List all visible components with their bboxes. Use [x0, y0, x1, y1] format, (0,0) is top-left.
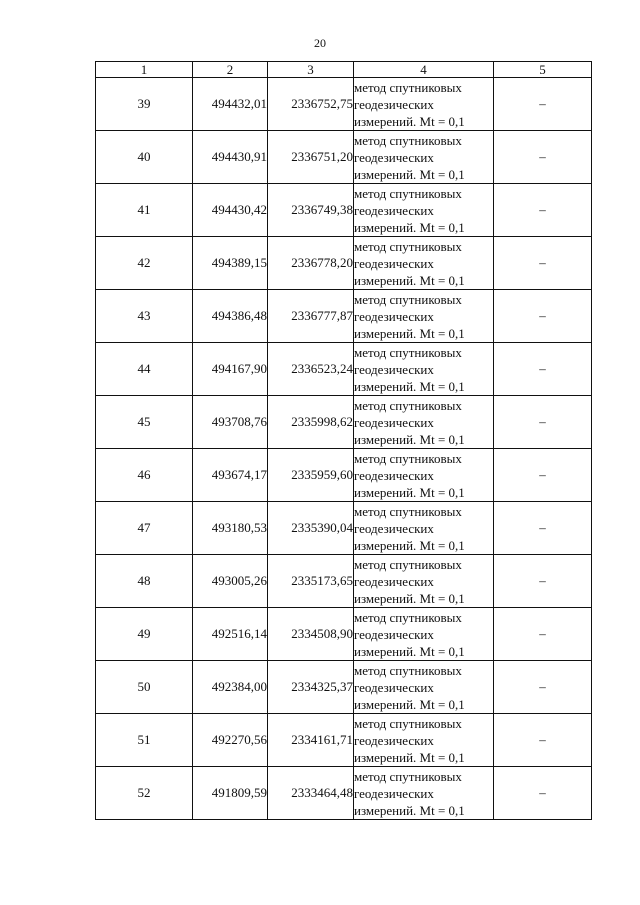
note-cell: –	[494, 290, 592, 343]
x-coordinate-cell: 492516,14	[193, 608, 268, 661]
table-row	[96, 396, 592, 449]
method-line: метод спутниковых	[354, 556, 462, 572]
method-line: измерений. Mt = 0,1	[354, 431, 465, 447]
method-line: метод спутниковых	[354, 185, 462, 201]
table-row	[96, 449, 592, 502]
method-line: метод спутниковых	[354, 238, 462, 254]
method-line: геодезических	[354, 361, 434, 377]
method-line: метод спутниковых	[354, 291, 462, 307]
table-row	[96, 502, 592, 555]
method-line: измерений. Mt = 0,1	[354, 166, 465, 182]
method-cell	[354, 767, 494, 820]
point-number-cell: 51	[96, 714, 193, 767]
table-row	[96, 131, 592, 184]
header-col-4: 4	[354, 62, 494, 78]
method-cell	[354, 396, 494, 449]
point-number-cell: 50	[96, 661, 193, 714]
x-coordinate-cell: 493180,53	[193, 502, 268, 555]
method-line: метод спутниковых	[354, 609, 462, 625]
x-coordinate-cell: 492384,00	[193, 661, 268, 714]
y-coordinate-cell: 2334161,71	[268, 714, 354, 767]
y-coordinate-cell: 2335390,04	[268, 502, 354, 555]
note-cell: –	[494, 714, 592, 767]
method-line: метод спутниковых	[354, 450, 462, 466]
y-coordinate-cell: 2335959,60	[268, 449, 354, 502]
method-cell	[354, 714, 494, 767]
point-number-cell: 41	[96, 184, 193, 237]
point-number-cell: 44	[96, 343, 193, 396]
table-row	[96, 290, 592, 343]
y-coordinate-cell: 2334325,37	[268, 661, 354, 714]
note-cell: –	[494, 396, 592, 449]
method-line: измерений. Mt = 0,1	[354, 802, 465, 818]
table-row	[96, 78, 592, 131]
y-coordinate-cell: 2335998,62	[268, 396, 354, 449]
table-row	[96, 661, 592, 714]
method-line: геодезических	[354, 732, 434, 748]
method-line: метод спутниковых	[354, 79, 462, 95]
header-col-1: 1	[96, 62, 193, 78]
method-cell	[354, 78, 494, 131]
method-line: метод спутниковых	[354, 132, 462, 148]
point-number-cell: 49	[96, 608, 193, 661]
note-cell: –	[494, 131, 592, 184]
x-coordinate-cell: 492270,56	[193, 714, 268, 767]
method-line: геодезических	[354, 679, 434, 695]
method-cell	[354, 131, 494, 184]
method-cell	[354, 449, 494, 502]
point-number-cell: 39	[96, 78, 193, 131]
table-row	[96, 767, 592, 820]
method-cell	[354, 555, 494, 608]
note-cell: –	[494, 661, 592, 714]
table-body	[96, 78, 592, 820]
point-number-cell: 52	[96, 767, 193, 820]
y-coordinate-cell: 2335173,65	[268, 555, 354, 608]
x-coordinate-cell: 493708,76	[193, 396, 268, 449]
note-cell: –	[494, 343, 592, 396]
method-line: метод спутниковых	[354, 662, 462, 678]
x-coordinate-cell: 491809,59	[193, 767, 268, 820]
note-cell: –	[494, 555, 592, 608]
coordinates-table	[95, 61, 592, 820]
point-number-cell: 42	[96, 237, 193, 290]
y-coordinate-cell: 2336778,20	[268, 237, 354, 290]
note-cell: –	[494, 502, 592, 555]
method-line: геодезических	[354, 520, 434, 536]
y-coordinate-cell: 2336749,38	[268, 184, 354, 237]
note-cell: –	[494, 184, 592, 237]
method-line: геодезических	[354, 785, 434, 801]
method-line: метод спутниковых	[354, 768, 462, 784]
method-line: измерений. Mt = 0,1	[354, 643, 465, 659]
method-line: измерений. Mt = 0,1	[354, 325, 465, 341]
method-line: измерений. Mt = 0,1	[354, 696, 465, 712]
method-line: геодезических	[354, 255, 434, 271]
y-coordinate-cell: 2336752,75	[268, 78, 354, 131]
method-cell	[354, 184, 494, 237]
note-cell: –	[494, 608, 592, 661]
point-number-cell: 47	[96, 502, 193, 555]
header-col-2: 2	[193, 62, 268, 78]
method-cell	[354, 502, 494, 555]
table-row	[96, 608, 592, 661]
method-line: геодезических	[354, 414, 434, 430]
method-line: геодезических	[354, 573, 434, 589]
x-coordinate-cell: 493005,26	[193, 555, 268, 608]
point-number-cell: 40	[96, 131, 193, 184]
x-coordinate-cell: 494389,15	[193, 237, 268, 290]
method-line: геодезических	[354, 96, 434, 112]
table-row	[96, 343, 592, 396]
method-line: измерений. Mt = 0,1	[354, 219, 465, 235]
y-coordinate-cell: 2336751,20	[268, 131, 354, 184]
method-line: метод спутниковых	[354, 397, 462, 413]
method-cell	[354, 343, 494, 396]
table-row	[96, 184, 592, 237]
method-line: геодезических	[354, 149, 434, 165]
note-cell: –	[494, 767, 592, 820]
note-cell: –	[494, 78, 592, 131]
x-coordinate-cell: 494167,90	[193, 343, 268, 396]
method-line: измерений. Mt = 0,1	[354, 113, 465, 129]
point-number-cell: 45	[96, 396, 193, 449]
method-line: геодезических	[354, 308, 434, 324]
method-cell	[354, 661, 494, 714]
y-coordinate-cell: 2333464,48	[268, 767, 354, 820]
y-coordinate-cell: 2336523,24	[268, 343, 354, 396]
method-line: метод спутниковых	[354, 715, 462, 731]
method-line: геодезических	[354, 626, 434, 642]
table-header-row	[96, 62, 592, 78]
method-line: геодезических	[354, 467, 434, 483]
method-line: метод спутниковых	[354, 344, 462, 360]
point-number-cell: 46	[96, 449, 193, 502]
point-number-cell: 48	[96, 555, 193, 608]
header-col-3: 3	[268, 62, 354, 78]
method-line: измерений. Mt = 0,1	[354, 484, 465, 500]
x-coordinate-cell: 494430,91	[193, 131, 268, 184]
point-number-cell: 43	[96, 290, 193, 343]
note-cell: –	[494, 449, 592, 502]
x-coordinate-cell: 493674,17	[193, 449, 268, 502]
note-cell: –	[494, 237, 592, 290]
x-coordinate-cell: 494430,42	[193, 184, 268, 237]
table-row	[96, 555, 592, 608]
y-coordinate-cell: 2336777,87	[268, 290, 354, 343]
method-line: измерений. Mt = 0,1	[354, 378, 465, 394]
method-cell	[354, 290, 494, 343]
method-line: метод спутниковых	[354, 503, 462, 519]
method-line: измерений. Mt = 0,1	[354, 590, 465, 606]
method-cell	[354, 608, 494, 661]
method-line: геодезических	[354, 202, 434, 218]
method-line: измерений. Mt = 0,1	[354, 749, 465, 765]
x-coordinate-cell: 494386,48	[193, 290, 268, 343]
y-coordinate-cell: 2334508,90	[268, 608, 354, 661]
method-line: измерений. Mt = 0,1	[354, 537, 465, 553]
header-col-5: 5	[494, 62, 592, 78]
method-cell	[354, 237, 494, 290]
table-row	[96, 714, 592, 767]
method-line: измерений. Mt = 0,1	[354, 272, 465, 288]
x-coordinate-cell: 494432,01	[193, 78, 268, 131]
page-number: 20	[314, 36, 326, 50]
table-row	[96, 237, 592, 290]
